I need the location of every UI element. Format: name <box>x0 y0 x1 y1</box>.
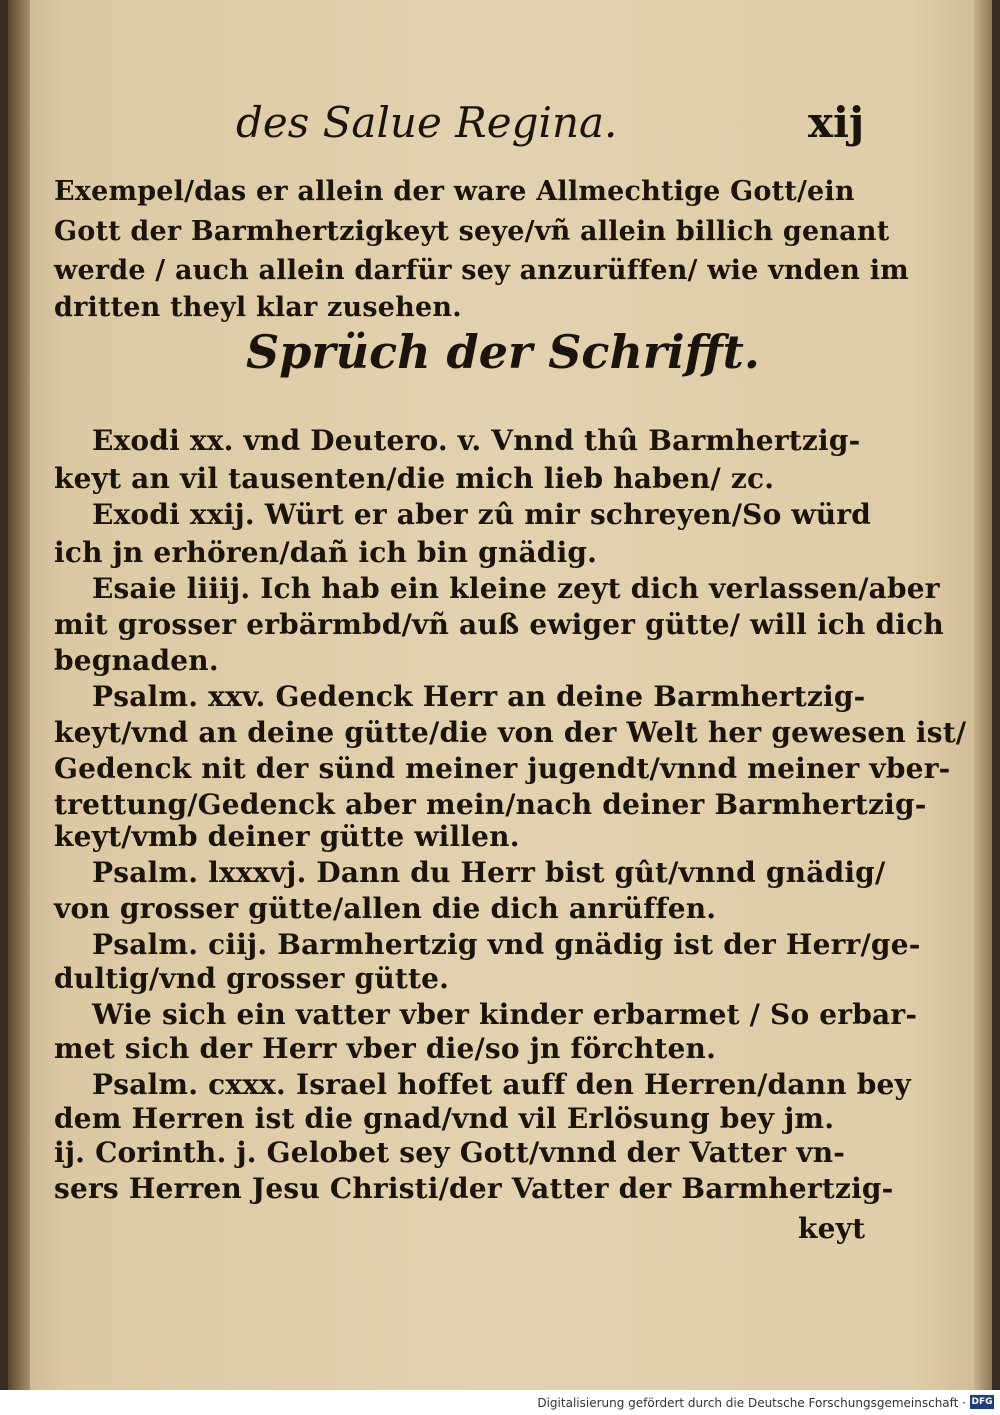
body-line: Wie sich ein vatter vber kinder erbarmet / So erbar- <box>92 998 918 1031</box>
body-line: met sich der Herr vber die/so jn förchten. <box>54 1032 717 1065</box>
body-line: Exodi xx. vnd Deutero. v. Vnnd thû Barmhertzig- <box>92 424 861 457</box>
footer-bar <box>0 1390 1000 1415</box>
page-right-edge <box>974 0 992 1390</box>
body-line: mit grosser erbärmbd/vñ auß ewiger gütte/ will ich dich <box>54 608 944 641</box>
intro-line: Exempel/das er allein der ware Allmechtige Gott/ein <box>54 176 855 207</box>
intro-line: werde / auch allein darfür sey anzurüffen/ wie vnden im <box>54 255 909 286</box>
body-line: Gedenck nit der sünd meiner jugendt/vnnd meiner vber- <box>54 752 951 785</box>
page-left-edge <box>8 0 30 1390</box>
body-line: keyt/vmb deiner gütte willen. <box>54 820 520 853</box>
book-page <box>8 0 992 1390</box>
body-line: Psalm. lxxxvj. Dann du Herr bist gût/vnnd gnädig/ <box>92 856 886 889</box>
body-line: keyt/vnd an deine gütte/die von der Welt her gewesen ist/ <box>54 716 967 749</box>
body-line: ich jn erhören/dañ ich bin gnädig. <box>54 536 598 569</box>
section-title: Sprüch der Schrifft. <box>246 325 760 379</box>
footer-credit: Digitalisierung gefördert durch die Deutsche Forschungsgemeinschaft · <box>537 1396 966 1410</box>
intro-line: dritten theyl klar zusehen. <box>54 292 462 323</box>
body-line: sers Herren Jesu Christi/der Vatter der Barmhertzig- <box>54 1172 894 1205</box>
catchword: keyt <box>798 1212 866 1245</box>
body-line: Exodi xxij. Würt er aber zû mir schreyen/So würd <box>92 498 871 531</box>
body-line: dem Herren ist die gnad/vnd vil Erlösung bey jm. <box>54 1102 835 1135</box>
body-line: Psalm. xxv. Gedenck Herr an deine Barmhertzig- <box>92 680 866 713</box>
body-line: begnaden. <box>54 644 219 677</box>
intro-line: Gott der Barmhertzigkeyt seye/vñ allein billich genant <box>54 216 890 247</box>
body-line: Psalm. cxxx. Israel hoffet auff den Herren/dann bey <box>92 1068 911 1101</box>
body-line: keyt an vil tausenten/die mich lieb haben/ zc. <box>54 462 775 495</box>
body-line: ij. Corinth. j. Gelobet sey Gott/vnnd der Vatter vn- <box>54 1136 846 1169</box>
body-line: trettung/Gedenck aber mein/nach deiner Barmhertzig- <box>54 788 927 821</box>
folio-number: xij <box>808 98 865 147</box>
body-line: Psalm. ciij. Barmhertzig vnd gnädig ist der Herr/ge- <box>92 928 921 961</box>
running-head: des Salue Regina. <box>236 98 618 147</box>
body-line: dultig/vnd grosser gütte. <box>54 962 450 995</box>
body-line: von grosser gütte/allen die dich anrüffen. <box>54 892 717 925</box>
dfg-logo: DFG <box>971 1397 993 1407</box>
body-line: Esaie liiij. Ich hab ein kleine zeyt dich verlassen/aber <box>92 572 940 605</box>
